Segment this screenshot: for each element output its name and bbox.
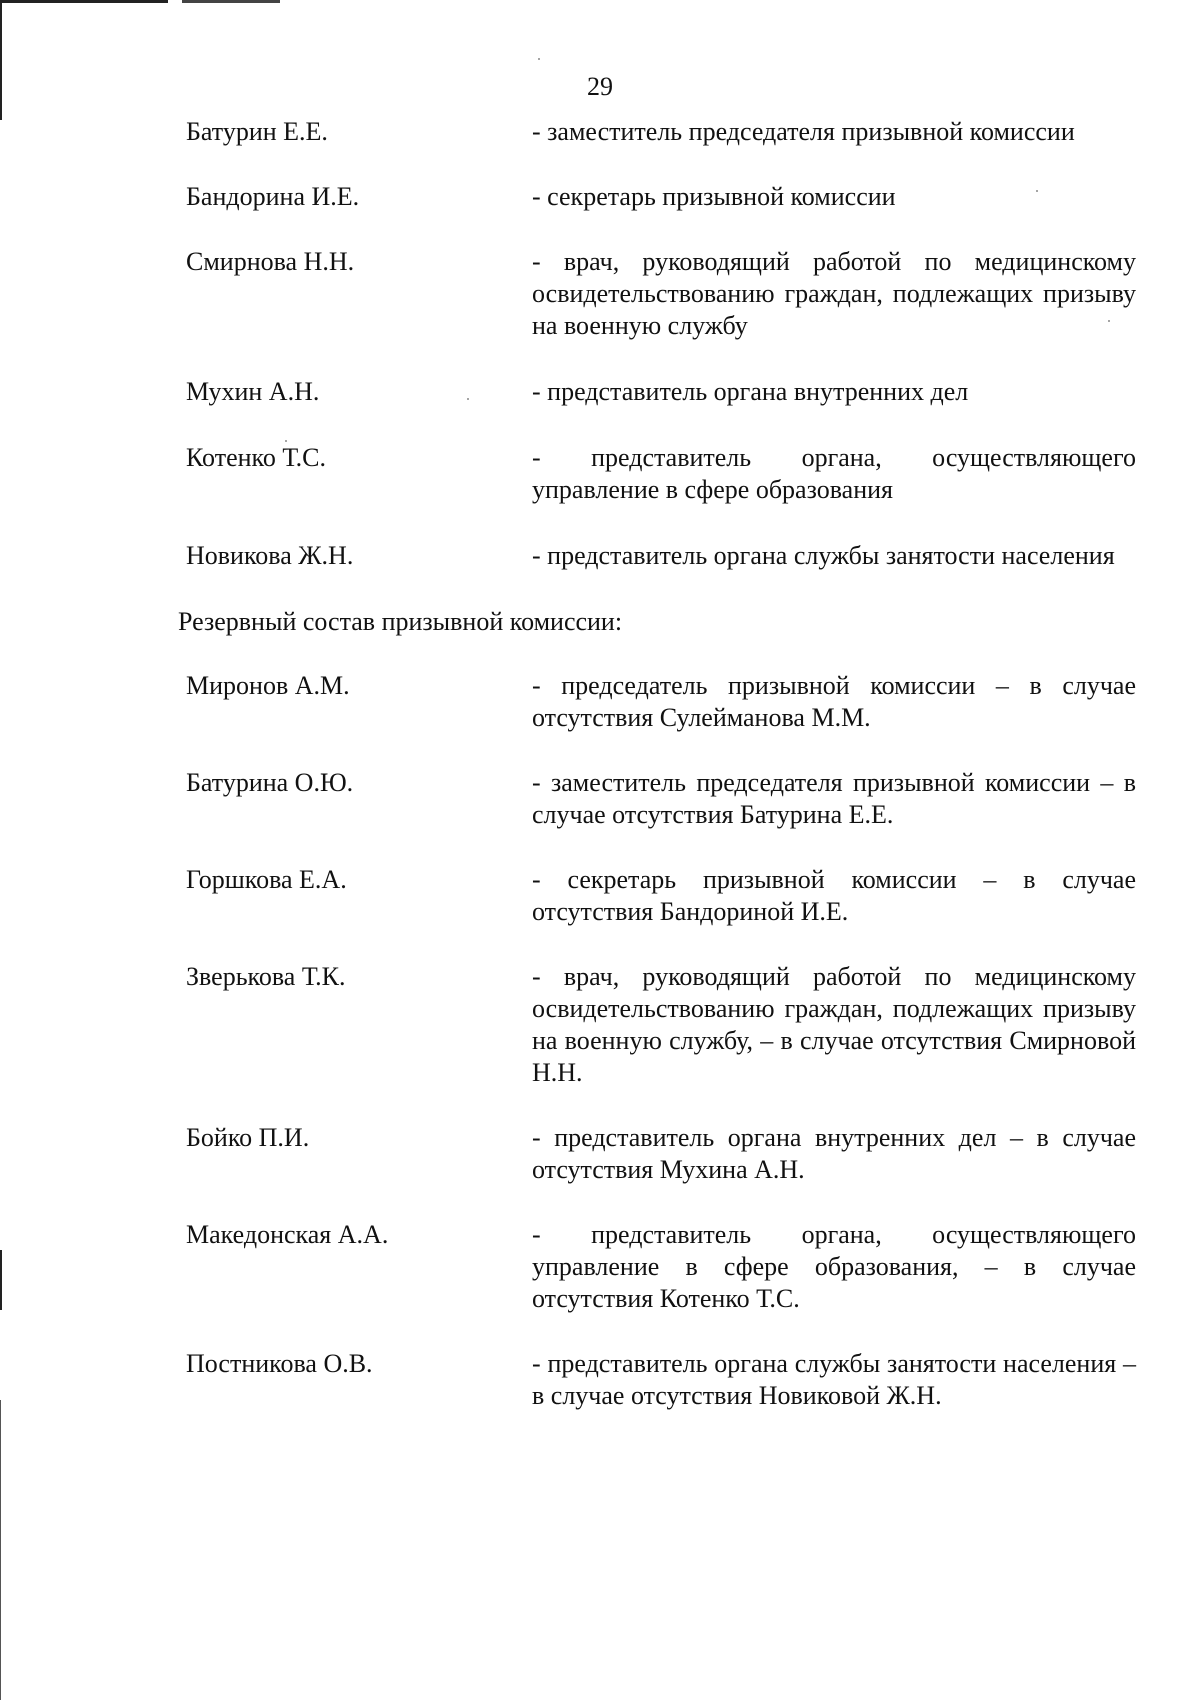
reserve-member-row: [186, 961, 1136, 1089]
member-role: - представитель органа службы занятости населения – в случае отсутствия Новиковой Ж.Н.: [532, 1349, 1136, 1410]
member-name: Бойко П.И.: [186, 1123, 310, 1152]
scan-artifact-edge: [0, 1400, 1, 1700]
member-role: - секретарь призывной комиссии – в случае отсутствия Бандориной И.Е.: [532, 865, 1136, 926]
reserve-member-row: [186, 864, 1136, 928]
member-row: [186, 540, 1136, 572]
member-role: - врач, руководящий работой по медицинскому освидетельствованию граждан, подлежащих призыву на военную службу: [532, 247, 1136, 340]
member-role: - секретарь призывной комиссии: [532, 182, 896, 211]
scan-artifact-edge: [0, 0, 2, 120]
member-row: [186, 116, 1136, 148]
reserve-member-row: [186, 670, 1136, 734]
scan-speck: [538, 58, 540, 60]
member-row: [186, 376, 1136, 408]
section-heading: Резервный состав призывной комиссии:: [178, 607, 623, 636]
member-name: Смирнова Н.Н.: [186, 247, 355, 276]
scan-artifact-top: [0, 0, 280, 3]
member-role: - представитель органа внутренних дел: [532, 377, 969, 406]
reserve-member-row: [186, 1348, 1136, 1412]
member-name: Батурина О.Ю.: [186, 768, 354, 797]
member-name: Новикова Ж.Н.: [186, 541, 354, 570]
member-name: Бандорина И.Е.: [186, 182, 360, 211]
member-name: Горшкова Е.А.: [186, 865, 347, 894]
member-role: - представитель органа внутренних дел – в случае отсутствия Мухина А.Н.: [532, 1123, 1136, 1184]
reserve-member-row: [186, 1219, 1136, 1315]
reserve-member-row: [186, 767, 1136, 831]
reserve-member-row: [186, 1122, 1136, 1186]
commission-list: [178, 116, 1136, 1412]
member-name: Миронов А.М.: [186, 671, 350, 700]
member-name: Батурин Е.Е.: [186, 117, 328, 146]
member-name: Мухин А.Н.: [186, 377, 320, 406]
member-name: Постникова О.В.: [186, 1349, 373, 1378]
member-role: - представитель органа службы занятости населения: [532, 541, 1115, 570]
member-name: Македонская А.А.: [186, 1220, 389, 1249]
member-role: - заместитель председателя призывной комиссии – в случае отсутствия Батурина Е.Е.: [532, 768, 1136, 829]
member-row: [186, 246, 1136, 342]
member-role: - представитель органа, осуществляющего управление в сфере образования, – в случае отсутствия Котенко Т.С.: [532, 1220, 1136, 1313]
member-role: - представитель органа, осуществляющего управление в сфере образования: [532, 443, 1136, 504]
member-row: [186, 181, 1136, 213]
page-number: 29: [587, 72, 613, 101]
member-name: Котенко Т.С.: [186, 443, 326, 472]
scan-artifact-edge: [0, 1250, 2, 1310]
member-role: - председатель призывной комиссии – в случае отсутствия Сулейманова М.М.: [532, 671, 1136, 732]
member-row: [186, 442, 1136, 506]
member-name: Зверькова Т.К.: [186, 962, 346, 991]
member-role: - врач, руководящий работой по медицинскому освидетельствованию граждан, подлежащих призыву на военную службу, – в случае отсутствия Смирновой Н.Н.: [532, 962, 1136, 1087]
member-role: - заместитель председателя призывной комиссии: [532, 117, 1075, 146]
